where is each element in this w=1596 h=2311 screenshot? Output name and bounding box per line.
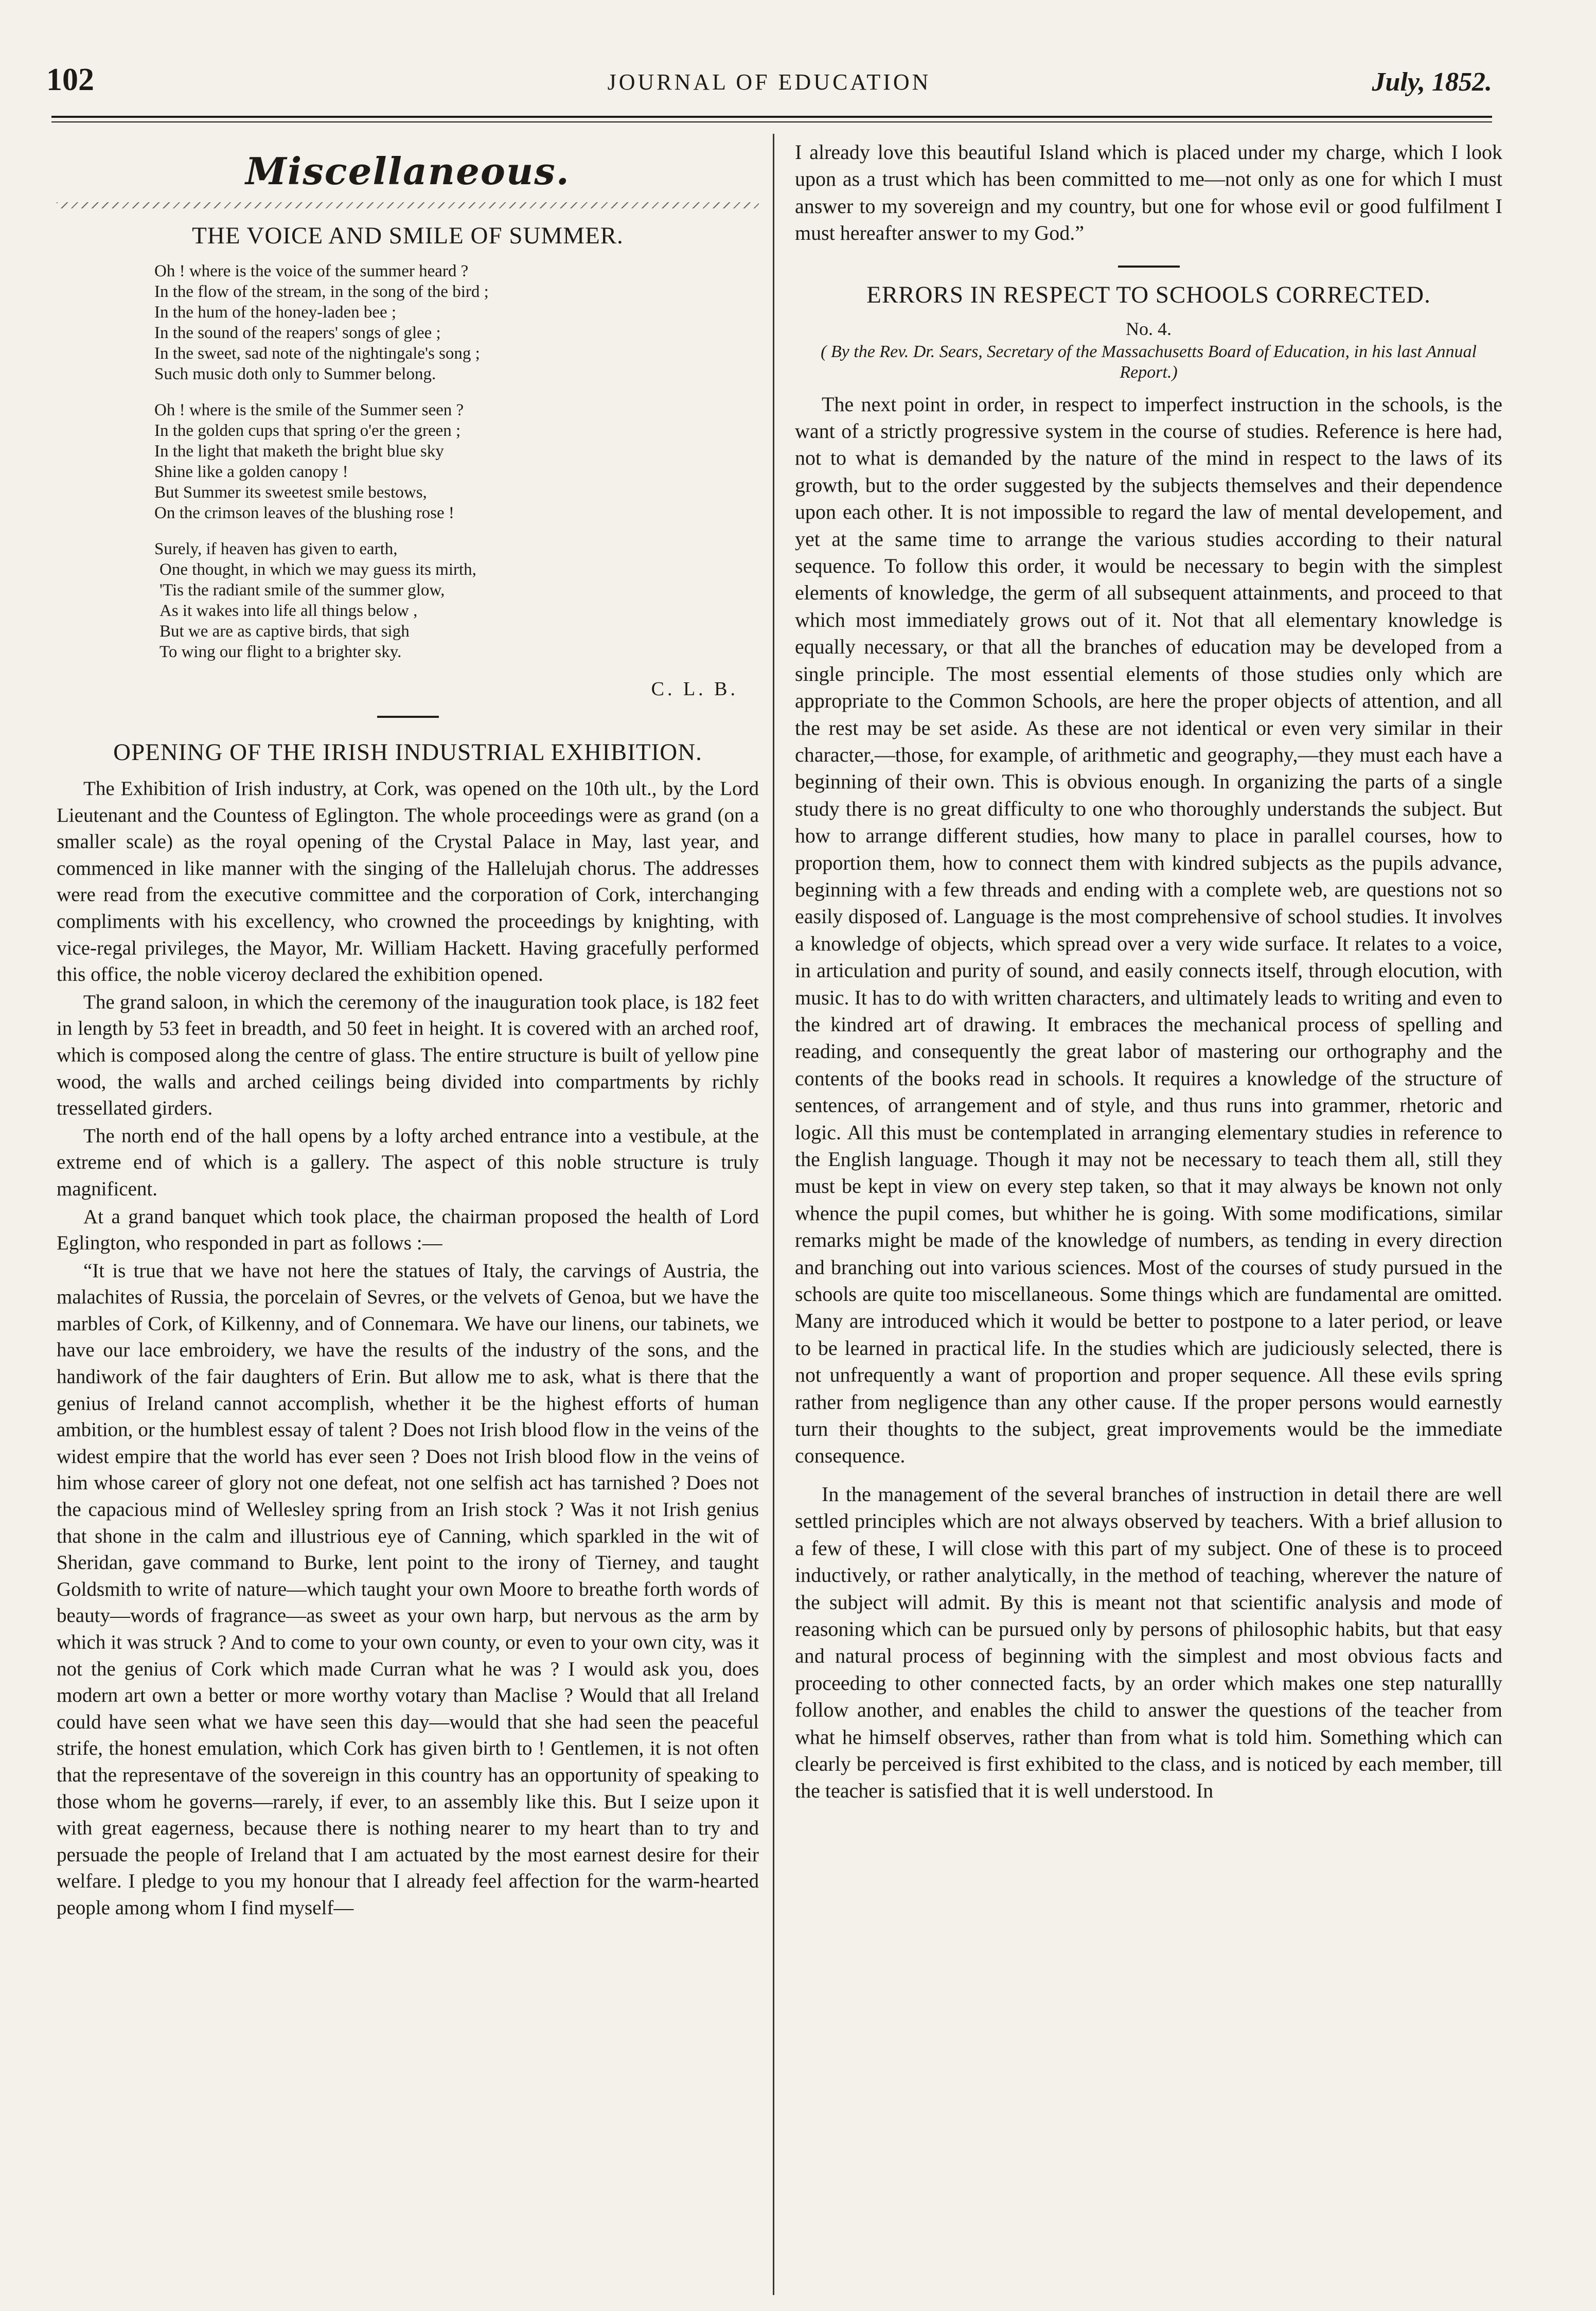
page-number: 102 (46, 62, 94, 97)
article-byline: ( By the Rev. Dr. Sears, Secretary of the Massachusetts Board of Education, in his last Annual Report.) (821, 342, 1477, 382)
exhibition-title: OPENING OF THE IRISH INDUSTRIAL EXHIBITION. (113, 739, 702, 766)
poem-stanza-3 (154, 539, 759, 662)
section-divider (1118, 266, 1180, 268)
column-divider (773, 134, 774, 2295)
poem-line: In the hum of the honey-laden bee ; (154, 303, 397, 322)
errors-title: ERRORS IN RESPECT TO SCHOOLS CORRECTED. (866, 281, 1431, 308)
article-paragraph: The north end of the hall opens by a lofty arched entrance into a vestibule, at the extreme end of which is a gallery. The aspect of this noble structure is truly magnificent. (57, 1124, 759, 1200)
poem-line: But Summer its sweetest smile bestows, (154, 483, 427, 502)
poem-line: 'Tis the radiant smile of the summer glow, (159, 581, 445, 599)
poem (154, 261, 759, 662)
miscellaneous-heading: Miscellaneous. (245, 149, 570, 193)
article-paragraph: The next point in order, in respect to imperfect instruction in the schools, is the want of a strictly progressive system in the course of studies. Reference is here had, not to what is demanded by the nature of the mind in respect to the laws of its growth, but to the order suggested by the subjects themselves and their dependence upon each other. It is not impossible to regard the law of mental developement, and yet at the same time to arrange the various studies according to their natural sequence. To follow this order, it would be necessary to begin with the simplest elements of knowledge, the germ of all subsequent attainments, and proceed to that which most immediately grows out of it. Not that all elementary knowledge is equally necessary, or that all the branches of education may be developed from a single principle. The most essential elements of those studies only which are appropriate to the Common Schools, are here the proper objects of attention, and all the rest may be set aside. As these are not identical or even very similar in their character,—those, for example, of arithmetic and geography,—they must each have a beginning of their own. This is obvious enough. In organizing the parts of a single study there is no great difficulty to one who thoroughly understands the subject. But how to arrange different studies, how many to place in parallel courses, how to proportion them, how to connect them with kindred subjects as the pupils advance, beginning with a few threads and ending with a complete web, are questions not so easily disposed of. Language is the most comprehensive of school studies. It involves a knowledge of objects, which spread over a very wide surface. It relates to a voice, in articulation and purity of sound, and easily connects itself, through elocution, with music. It has to do with written characters, and ultimately leads to writing and even to the kindred art of drawing. It embraces the mechanical process of spelling and reading, and consequently the great labor of mastering our orthography and the contents of the books read in schools. It requires a knowledge of the structure of sentences, of arrangement and of style, and thus runs into grammer, rhetoric and logic. All this must be contemplated in arranging elementary studies in reference to the English language. Though it may not be necessary to teach them all, still they must be kept in view on every step taken, so that it may always be known not only whence the pupil comes, but whither he is going. With some modifications, similar remarks might be made of the knowledge of numbers, as tending in every direction and branching out into various sciences. Most of the courses of study pursued in the schools are quite too miscellaneous. Some things which are fundamental are omitted. Many are introduced which it would be better to postpone to a later period, or leave to be learned in practical life. In the studies which are judiciously selected, there is not unfrequently a want of proportion and proper sequence. All these evils spring rather from negligence than any other cause. If the proper persons would earnestly turn their thoughts to the subject, great improvements would be the immediate consequence. (795, 392, 1502, 1468)
exhibition-continued (795, 139, 1502, 247)
poem-line: Oh ! where is the voice of the summer heard ? (154, 262, 469, 280)
poem-line: On the crimson leaves of the blushing rose ! (154, 504, 454, 522)
article-paragraph: The grand saloon, in which the ceremony of the inauguration took place, is 182 feet in length by 53 feet in breadth, and 50 feet in height. It is covered with an arched roof, which is composed along the centre of glass. The entire structure is built of yellow pine wood, the walls and arched ceilings being divided into compartments by richly tressellated girders. (57, 991, 759, 1120)
article-paragraph: The Exhibition of Irish industry, at Cork, was opened on the 10th ult., by the Lord Lieutenant and the Countess of Eglington. The whole proceedings were as grand (on a smaller scale) as the royal opening of the Crystal Palace in May, last year, and commenced in like manner with the singing of the Hallelujah chorus. The addresses were read from the executive committee and the corporation of Cork, interchanging compliments with his excellency, who crowned the proceedings by knighting, with vice-regal privileges, the Mayor, Mr. William Hackett. Having gracefully performed this office, the noble viceroy declared the exhibition opened. (57, 778, 759, 986)
header-rule-thin (51, 121, 1492, 122)
speech-continuation: I already love this beautiful Island which is placed under my charge, which I look upon as a trust which has been committed to me—not only as one for which I must answer to my sovereign and my country, but one for whose evil or good fulfilment I must hereafter answer to my God.” (795, 140, 1502, 245)
section-divider (377, 716, 439, 718)
poem-line: Shine like a golden canopy ! (154, 463, 348, 481)
poem-signature: C. L. B. (651, 678, 738, 700)
poem-line: Surely, if heaven has given to earth, (154, 540, 398, 558)
right-column (795, 139, 1502, 1805)
issue-date: July, 1852. (1372, 67, 1492, 97)
poem-line: In the golden cups that spring o'er the green ; (154, 421, 461, 440)
poem-line: To wing our flight to a brighter sky. (159, 643, 402, 661)
errors-article (795, 391, 1502, 1805)
article-paragraph: In the management of the several branches of instruction in detail there are well settled principles which are not always observed by teachers. With a brief allusion to a few of these, I will close with this part of my subject. One of these is to proceed inductively, or rather analytically, in the method of teaching, wherever the nature of the subject will admit. By this is meant not that scientific analysis and mode of reasoning which can be pursued only by persons of philosophic habits, but that easy and natural process of beginning with the simplest and most obvious facts and proceeding to other connected facts, by an order which makes one step naturallly follow another, and enables the child to answer the questions of the teacher from what he himself observes, rather than from what is told him. Something which can clearly be perceived is first exhibited to the class, and is noticed by each member, till the teacher is satisfied that it is well understood. In (795, 1482, 1502, 1803)
exhibition-article (57, 775, 759, 1921)
ornamental-rule (57, 202, 759, 208)
poem-line: In the sweet, sad note of the nightingale's song ; (154, 344, 480, 363)
header-rule-thick (51, 116, 1492, 118)
poem-title: THE VOICE AND SMILE OF SUMMER. (192, 222, 624, 249)
page-header (46, 62, 1492, 113)
poem-line: As it wakes into life all things below , (159, 602, 418, 620)
poem-line: Oh ! where is the smile of the Summer seen ? (154, 401, 464, 419)
poem-stanza-2 (154, 400, 759, 523)
article-paragraph: At a grand banquet which took place, the chairman proposed the health of Lord Eglington, who responded in part as follows :— (57, 1205, 759, 1255)
poem-line: In the sound of the reapers' songs of glee ; (154, 324, 441, 342)
poem-line: Such music doth only to Summer belong. (154, 365, 436, 383)
poem-line: One thought, in which we may guess its mirth, (159, 560, 476, 579)
poem-line: In the flow of the stream, in the song of the bird ; (154, 283, 489, 301)
poem-line: But we are as captive birds, that sigh (159, 622, 410, 641)
poem-line: In the light that maketh the bright blue sky (154, 442, 444, 461)
speech-paragraph: “It is true that we have not here the statues of Italy, the carvings of Austria, the malachites of Russia, the porcelain of Sevres, or the velvets of Genoa, but we have the marbles of Cork, of Kilkenny, and of Connemara. We have our linens, our tabinets, we have our lace embroidery, we have the results of the industry of the sons, and the handiwork of the fair daughters of Erin. But allow me to ask, what is there that the genius of Ireland cannot accomplish, whether it be the highest efforts of human ambition, or the humblest essay of talent ? Does not Irish blood flow in the veins of the widest empire that the world has ever seen ? Does not Irish blood flow in the veins of him whose career of glory not one defeat, not one selfish act has tarnished ? Does not the capacious mind of Wellesley spring from an Irish stock ? Was it not Irish genius that shone in the calm and illustrious eye of Canning, which sparkled in the wit of Sheridan, gave command to Burke, lent point to the irony of Tierney, and taught Goldsmith to write of nature—which taught your own Moore to breathe forth words of beauty—words of fragrance—as sweet as your own harp, but nervous as the arm by which it was struck ? And to come to your own county, or even to your own city, was it not the genius of Cork which made Curran what he was ? I would ask you, does modern art own a better or more worthy votary than Maclise ? Would that all Ireland could have seen what we have seen this day—would that she had seen the peaceful strife, the honest emulation, which Cork has given birth to ! Gentlemen, it is not often that the representave of the sovereign in this country has an opportunity of speaking to those whom he governs—rarely, if ever, to an assembly like this. But I seize upon it with great eagerness, because there is nothing nearer to my heart than to try and persuade the people of Ireland that I am actuated by the most earnest desire for their welfare. I pledge to you my honour that I already feel affection for the warm-hearted people among whom I find myself— (57, 1259, 759, 1919)
poem-stanza-1 (154, 261, 759, 384)
article-number: No. 4. (1126, 318, 1172, 339)
journal-title: JOURNAL OF EDUCATION (607, 69, 931, 95)
left-column (57, 139, 759, 1921)
